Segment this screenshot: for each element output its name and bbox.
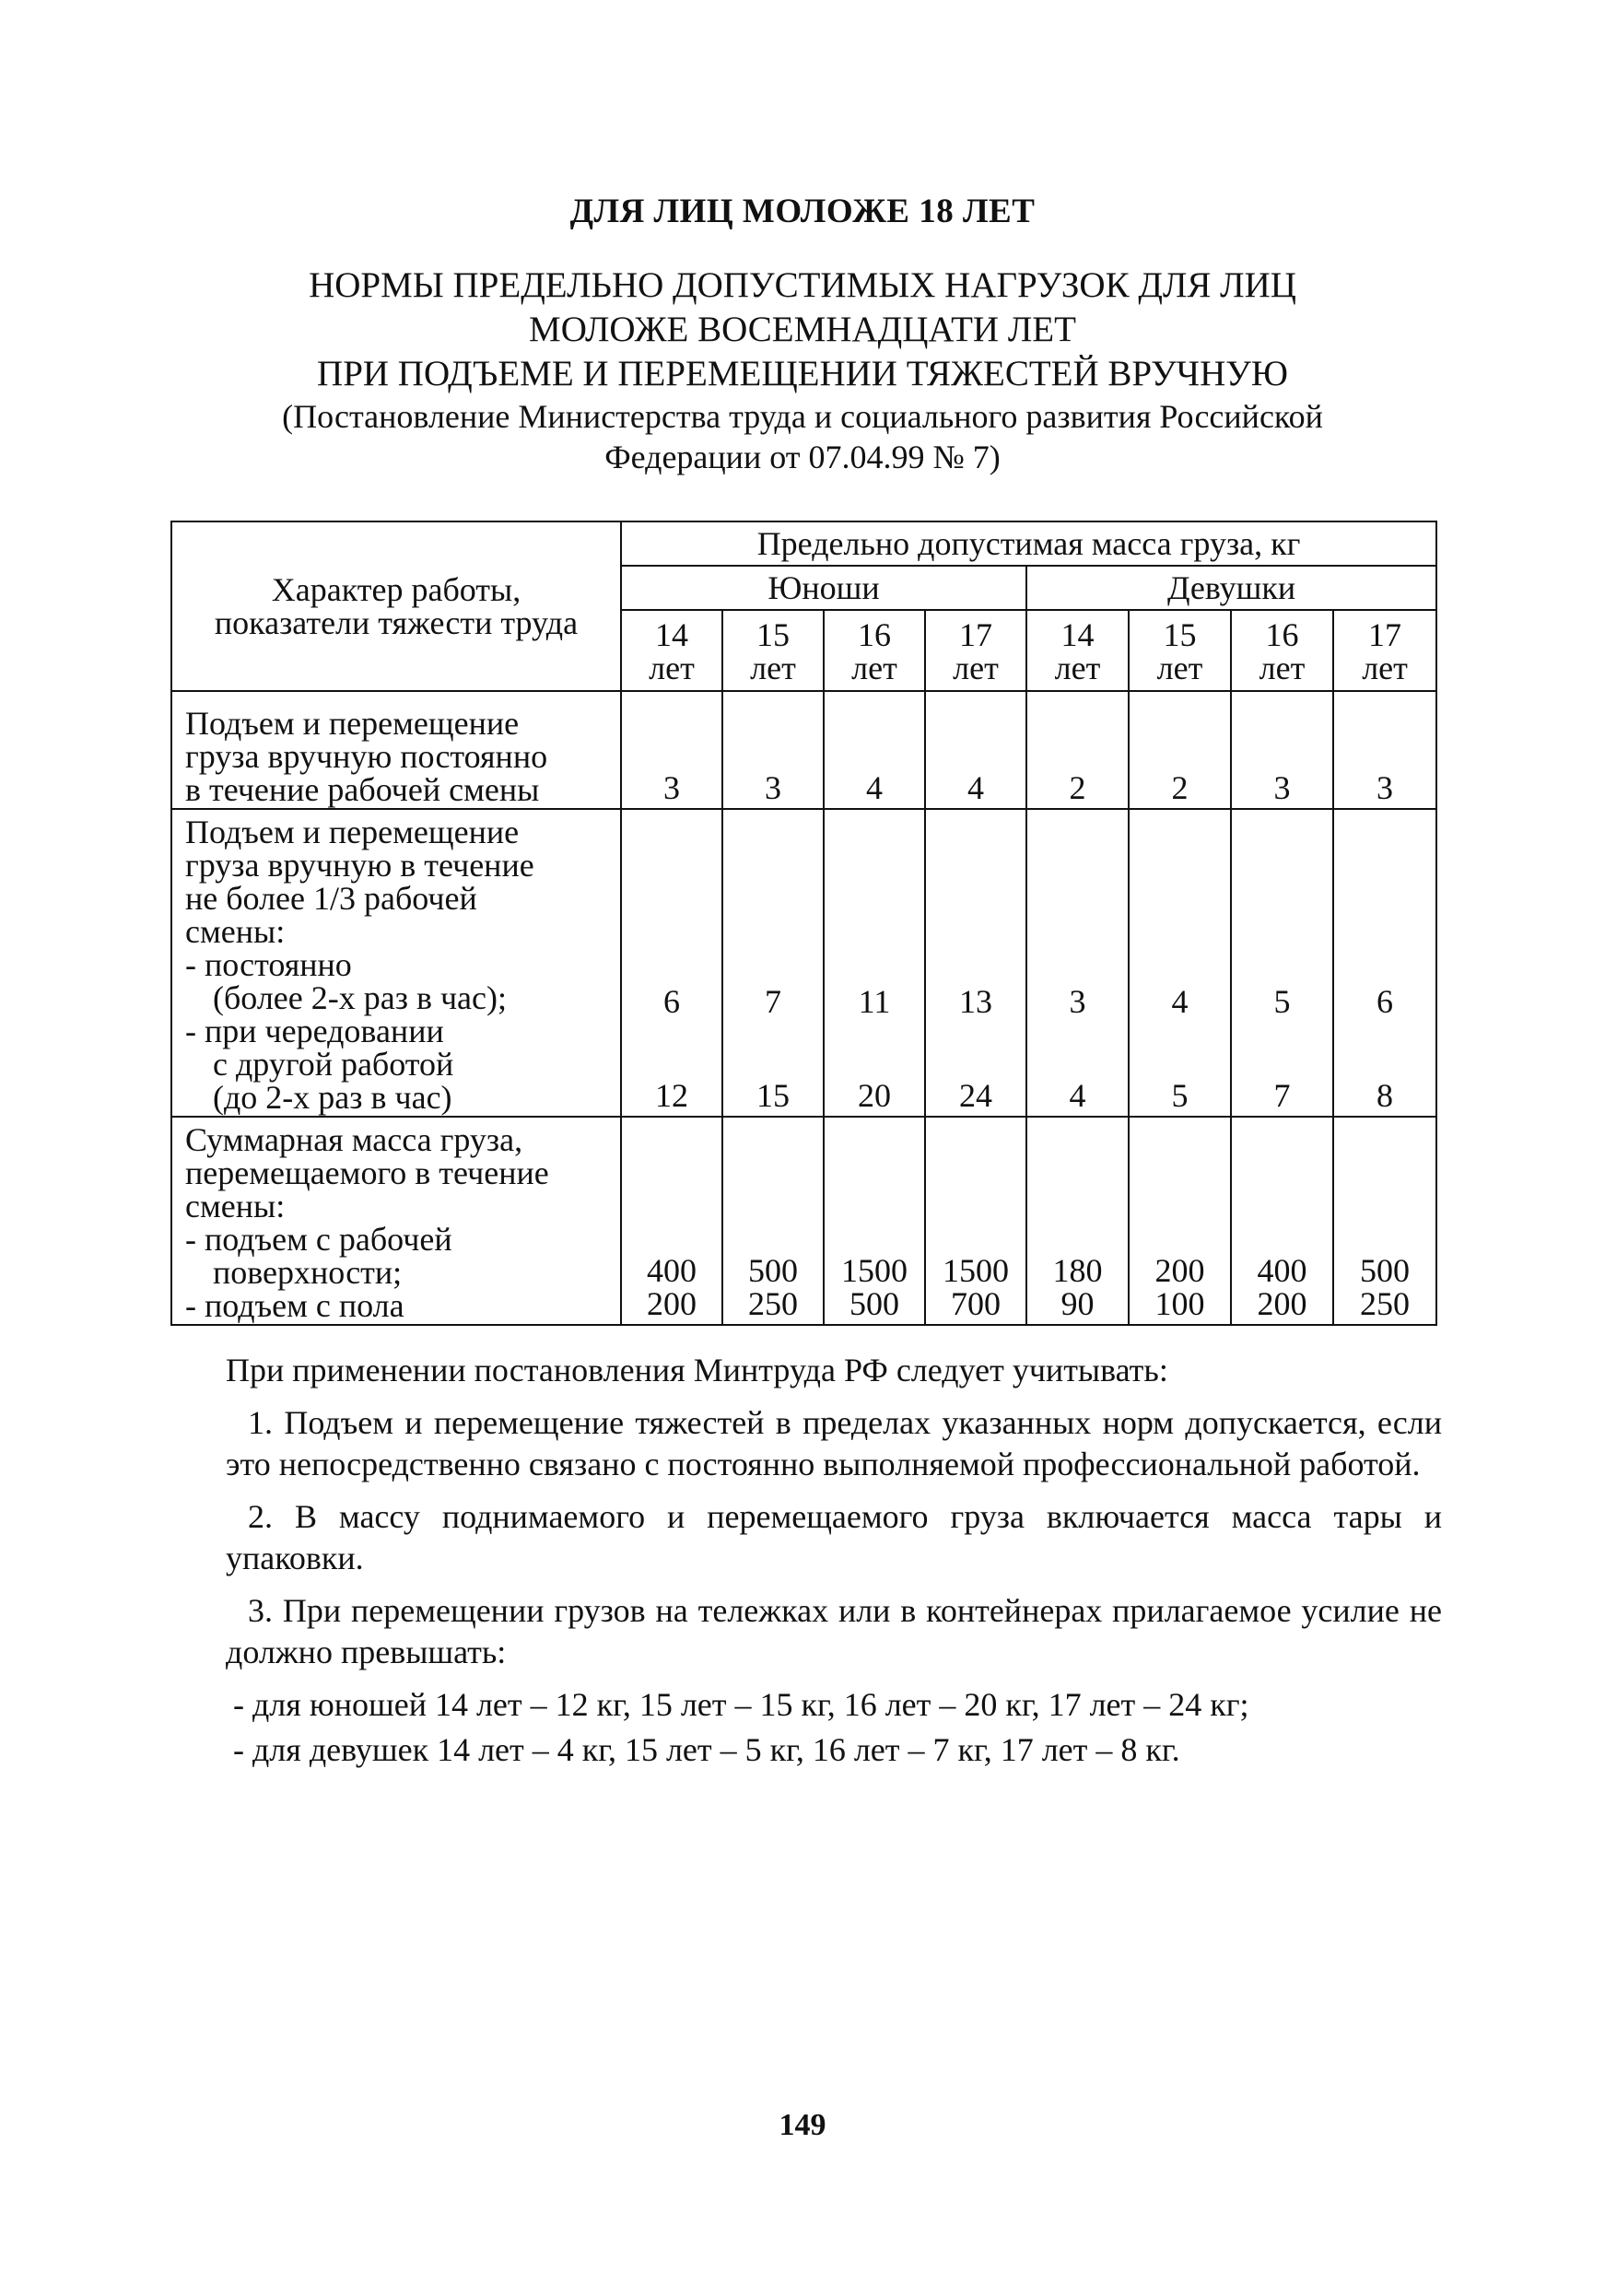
value-surface: 1500 <box>943 1252 1009 1289</box>
load-norms-table <box>170 521 1437 1326</box>
age-unit: лет <box>851 650 897 686</box>
table-cell <box>1333 809 1436 1117</box>
value-constant: 5 <box>1273 983 1291 1020</box>
note-item-3: 3. При перемещении грузов на тележках или в контейнерах прилагаемое усилие не должно превышать: <box>226 1592 1442 1670</box>
age-header <box>925 610 1026 691</box>
value-surface: 500 <box>748 1252 798 1289</box>
table-cell: 4 <box>925 691 1026 809</box>
row-label-line: груза вручную в течение <box>185 847 534 884</box>
value-surface: 180 <box>1052 1252 1103 1289</box>
age-unit: лет <box>1054 650 1101 686</box>
row-label-line: в течение рабочей смены <box>185 771 540 808</box>
value-surface: 500 <box>1360 1252 1411 1289</box>
row-label-line: - подъем с рабочей <box>185 1221 452 1258</box>
age-number: 15 <box>756 616 790 653</box>
value-constant: 4 <box>1171 983 1189 1020</box>
mass-header: Предельно допустимая масса груза, кг <box>621 521 1436 566</box>
value-alternating: 12 <box>655 1077 688 1114</box>
value-alternating: 5 <box>1171 1077 1189 1114</box>
table-row <box>171 691 1436 809</box>
age-header <box>621 610 722 691</box>
table-cell <box>824 809 925 1117</box>
table-cell <box>1333 1117 1436 1325</box>
work-character-header <box>171 521 621 691</box>
table-cell: 3 <box>1231 691 1333 809</box>
table-cell: 2 <box>1026 691 1129 809</box>
value-floor: 90 <box>1060 1285 1095 1322</box>
row-label-line: - подъем с пола <box>185 1287 404 1324</box>
value-floor: 250 <box>748 1285 798 1322</box>
row-label <box>171 1117 621 1325</box>
source-line-2: Федерации от 07.04.99 № 7) <box>604 439 1001 475</box>
row-label-line: смены: <box>185 1188 286 1224</box>
value-alternating: 24 <box>959 1077 992 1114</box>
table-cell <box>722 809 824 1117</box>
age-header <box>1129 610 1231 691</box>
value-constant: 6 <box>1377 983 1394 1020</box>
value-alternating: 20 <box>858 1077 891 1114</box>
table-cell: 4 <box>824 691 925 809</box>
value-constant: 3 <box>1069 983 1086 1020</box>
char-header-line-2: показатели тяжести труда <box>214 604 579 641</box>
value-alternating: 8 <box>1377 1077 1394 1114</box>
table-cell <box>824 1117 925 1325</box>
value-floor: 200 <box>1257 1285 1307 1322</box>
age-number: 14 <box>655 616 688 653</box>
source-line-1: (Постановление Министерства труда и социального развития Российской <box>282 398 1323 435</box>
notes-section <box>226 1350 1442 1775</box>
row-label-line: - постоянно <box>185 946 352 983</box>
row-label-line: перемещаемого в течение <box>185 1154 549 1191</box>
table-cell <box>925 1117 1026 1325</box>
age-number: 15 <box>1163 616 1197 653</box>
table-cell: 2 <box>1129 691 1231 809</box>
table-cell <box>1129 1117 1231 1325</box>
row-label-line: Подъем и перемещение <box>185 705 520 742</box>
age-header <box>1026 610 1129 691</box>
row-label-line: Подъем и перемещение <box>185 814 520 850</box>
table-cell <box>621 1117 722 1325</box>
age-unit: лет <box>1362 650 1408 686</box>
table-cell: 3 <box>621 691 722 809</box>
row-label-line: (до 2-х раз в час) <box>213 1079 452 1116</box>
age-header <box>1231 610 1333 691</box>
table-cell: 3 <box>1333 691 1436 809</box>
value-surface: 200 <box>1154 1252 1205 1289</box>
age-unit: лет <box>953 650 999 686</box>
document-title <box>184 264 1421 477</box>
row-label <box>171 691 621 809</box>
group-boys-header: Юноши <box>621 566 1026 610</box>
char-header-line-1: Характер работы, <box>271 571 521 608</box>
value-floor: 100 <box>1154 1285 1205 1322</box>
note-dash-girls: - для девушек 14 лет – 4 кг, 15 лет – 5 кг, 16 лет – 7 кг, 17 лет – 8 кг. <box>233 1731 1180 1768</box>
note-dash-boys: - для юношей 14 лет – 12 кг, 15 лет – 15 кг, 16 лет – 20 кг, 17 лет – 24 кг; <box>233 1686 1249 1723</box>
age-header <box>722 610 824 691</box>
section-title: ДЛЯ ЛИЦ МОЛОЖЕ 18 ЛЕТ <box>569 193 1036 230</box>
value-floor: 250 <box>1360 1285 1411 1322</box>
row-label <box>171 809 621 1117</box>
row-label-line: смены: <box>185 913 286 950</box>
table-row <box>171 1117 1436 1325</box>
table-cell: 3 <box>722 691 824 809</box>
group-girls-header: Девушки <box>1026 566 1436 610</box>
table-cell <box>1231 1117 1333 1325</box>
row-label-line: - при чередовании <box>185 1013 444 1049</box>
row-label-line: не более 1/3 рабочей <box>185 880 477 917</box>
table-cell <box>1231 809 1333 1117</box>
row-label-line: с другой работой <box>213 1046 454 1083</box>
age-number: 17 <box>959 616 992 653</box>
age-number: 16 <box>858 616 891 653</box>
row-label-line: поверхности; <box>213 1254 403 1291</box>
age-header <box>824 610 925 691</box>
row-label-line: (более 2-х раз в час); <box>213 979 507 1016</box>
page-number: 149 <box>779 2108 826 2142</box>
value-floor: 700 <box>951 1285 1001 1322</box>
table-cell <box>925 809 1026 1117</box>
age-number: 14 <box>1060 616 1095 653</box>
table-cell <box>621 809 722 1117</box>
notes-intro: При применении постановления Минтруда РФ следует учитывать: <box>226 1352 1168 1388</box>
title-line-3: ПРИ ПОДЪЕМЕ И ПЕРЕМЕЩЕНИИ ТЯЖЕСТЕЙ ВРУЧНУЮ <box>317 354 1288 393</box>
note-item-2: 2. В массу поднимаемого и перемещаемого груза включается масса тары и упаковки. <box>226 1498 1442 1576</box>
note-item-1: 1. Подъем и перемещение тяжестей в пределах указанных норм допускается, если это непосредственно связано с постоянно выполняемой профессиональной работой. <box>226 1404 1442 1482</box>
age-unit: лет <box>1156 650 1203 686</box>
age-unit: лет <box>750 650 796 686</box>
table-cell <box>1129 809 1231 1117</box>
age-unit: лет <box>1259 650 1306 686</box>
value-alternating: 4 <box>1069 1077 1086 1114</box>
value-constant: 6 <box>663 983 680 1020</box>
value-surface: 400 <box>1257 1252 1307 1289</box>
age-number: 17 <box>1368 616 1402 653</box>
value-constant: 7 <box>765 983 781 1020</box>
value-surface: 1500 <box>841 1252 908 1289</box>
title-line-2: МОЛОЖЕ ВОСЕМНАДЦАТИ ЛЕТ <box>529 310 1076 349</box>
value-surface: 400 <box>647 1252 697 1289</box>
age-unit: лет <box>649 650 695 686</box>
age-header <box>1333 610 1436 691</box>
value-constant: 11 <box>858 983 891 1020</box>
value-floor: 200 <box>647 1285 697 1322</box>
value-floor: 500 <box>849 1285 899 1322</box>
table-cell <box>1026 809 1129 1117</box>
table-cell <box>1026 1117 1129 1325</box>
title-line-1: НОРМЫ ПРЕДЕЛЬНО ДОПУСТИМЫХ НАГРУЗОК ДЛЯ ЛИЦ <box>309 265 1296 305</box>
table-cell <box>722 1117 824 1325</box>
value-alternating: 15 <box>756 1077 790 1114</box>
age-number: 16 <box>1265 616 1299 653</box>
value-alternating: 7 <box>1273 1077 1291 1114</box>
value-constant: 13 <box>959 983 992 1020</box>
row-label-line: Суммарная масса груза, <box>185 1121 523 1158</box>
table-row <box>171 809 1436 1117</box>
row-label-line: груза вручную постоянно <box>185 738 548 775</box>
